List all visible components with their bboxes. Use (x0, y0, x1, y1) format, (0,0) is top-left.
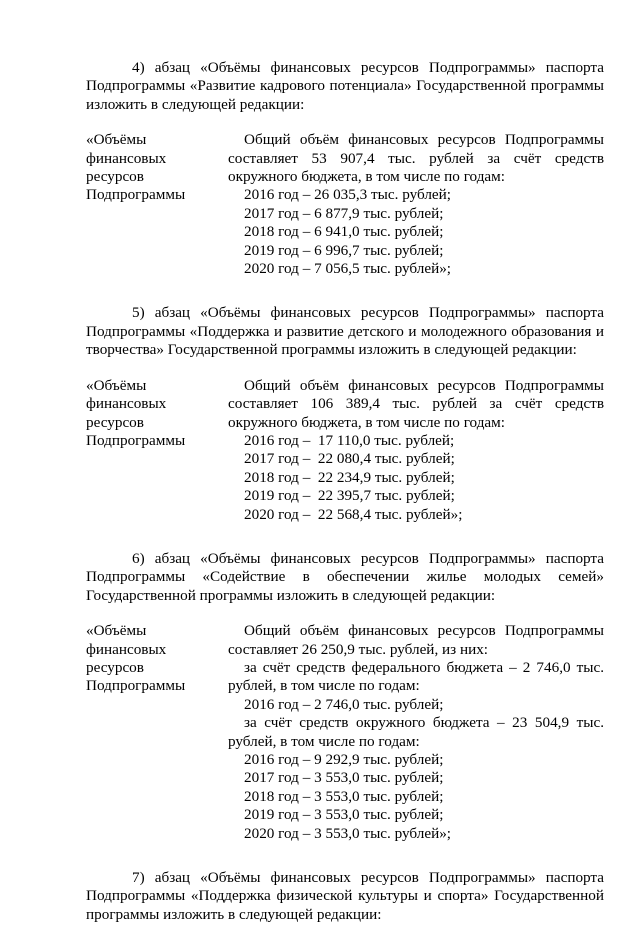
section-7 (86, 869, 604, 924)
block-content: Общий объём финансовых ресурсов Подпрограммы составляет 106 389,4 тыс. рублей за счёт средств окружного бюджета, в том числе по годам: 2016 год – 17 110,0 тыс. рублей; 2017 год – 22 080,4 тыс. рублей; 2018 год – 22 234,9 тыс. рублей; 2019 год – 22 395,7 тыс. рублей; 2020 год – 22 568,4 тыс. рублей»; (228, 376, 604, 523)
year-line: 2019 год – 22 395,7 тыс. рублей; (244, 487, 455, 505)
year-line: 2020 год – 3 553,0 тыс. рублей»; (244, 824, 452, 842)
document-page (86, 59, 604, 950)
section-4 (86, 59, 604, 278)
section-5 (86, 304, 604, 523)
section-intro: 7) абзац «Объёмы финансовых ресурсов Подпрограммы» паспорта Подпрограммы «Поддержка физической культуры и спорта» Государственной программы изложить в следующей редакции: (86, 869, 604, 923)
year-line: 2017 год – 6 877,9 тыс. рублей; (244, 204, 444, 222)
block-label: «Объёмы финансовых ресурсов Подпрограммы (86, 131, 186, 204)
year-line: 2016 год – 9 292,9 тыс. рублей; (244, 751, 444, 768)
year-line: 2020 год – 22 568,4 тыс. рублей»; (244, 505, 463, 523)
block-content: Общий объём финансовых ресурсов Подпрограммы составляет 53 907,4 тыс. рублей за счёт средств окружного бюджета, в том числе по годам: 2016 год – 26 035,3 тыс. рублей; 2017 год – 6 877,9 тыс. рублей; 2018 год – 6 941,0 тыс. рублей; 2019 год – 6 996,7 тыс. рублей; 2020 год – 7 056,5 тыс. рублей»; (228, 131, 604, 278)
section-intro: 5) абзац «Объёмы финансовых ресурсов Подпрограммы» паспорта Подпрограммы «Поддержка и развитие детского и молодежного образования и творчества» Государственной программы изложить в следующей редакции: (86, 304, 604, 359)
funding-block (86, 377, 604, 524)
block-label: «Объёмы финансовых ресурсов Подпрограммы (86, 376, 186, 449)
year-line: 2018 год – 22 234,9 тыс. рублей; (244, 468, 455, 486)
year-line: 2016 год – 2 746,0 тыс. рублей; (244, 695, 444, 713)
section-6 (86, 550, 604, 843)
section-intro: 6) абзац «Объёмы финансовых ресурсов Подпрограммы» паспорта Подпрограммы «Содействие в обеспечении жилье молодых семей» Государственной программы изложить в следующей редакции: (86, 549, 604, 604)
year-line: 2017 год – 3 553,0 тыс. рублей; (244, 769, 444, 787)
year-line: 2018 год – 6 941,0 тыс. рублей; (244, 223, 444, 241)
year-line: 2019 год – 6 996,7 тыс. рублей; (244, 241, 444, 259)
year-line: 2016 год – 26 035,3 тыс. рублей; (244, 186, 452, 204)
block-label: «Объёмы финансовых ресурсов Подпрограммы (86, 622, 186, 695)
funding-block (86, 622, 604, 843)
year-line: 2020 год – 7 056,5 тыс. рублей»; (244, 260, 452, 278)
year-line: 2016 год – 17 110,0 тыс. рублей; (244, 431, 455, 449)
section-intro: 4) абзац «Объёмы финансовых ресурсов Подпрограммы» паспорта Подпрограммы «Развитие кадрового потенциала» Государственной программы изложить в следующей редакции: (86, 59, 604, 113)
block-content: Общий объём финансовых ресурсов Подпрограммы составляет 26 250,9 тыс. рублей, из них: за счёт средств федерального бюджета – 2 746,0 тыс. рублей, в том числе по годам: 2016 год – 2 746,0 тыс. рублей; за счёт средств окружного бюджета – 23 504,9 тыс. рублей, в том числе по годам: 2016 год – 9 292,9 тыс. рублей; 2017 год – 3 553,0 тыс. рублей; 2018 год – 3 553,0 тыс. рублей; 2019 год – 3 553,0 тыс. рублей; 2020 год – 3 553,0 тыс. рублей»; (228, 622, 604, 842)
year-line: 2019 год – 3 553,0 тыс. рублей; (244, 806, 444, 824)
funding-block (86, 131, 604, 278)
year-line: 2017 год – 22 080,4 тыс. рублей; (244, 450, 455, 468)
year-line: 2018 год – 3 553,0 тыс. рублей; (244, 787, 444, 805)
